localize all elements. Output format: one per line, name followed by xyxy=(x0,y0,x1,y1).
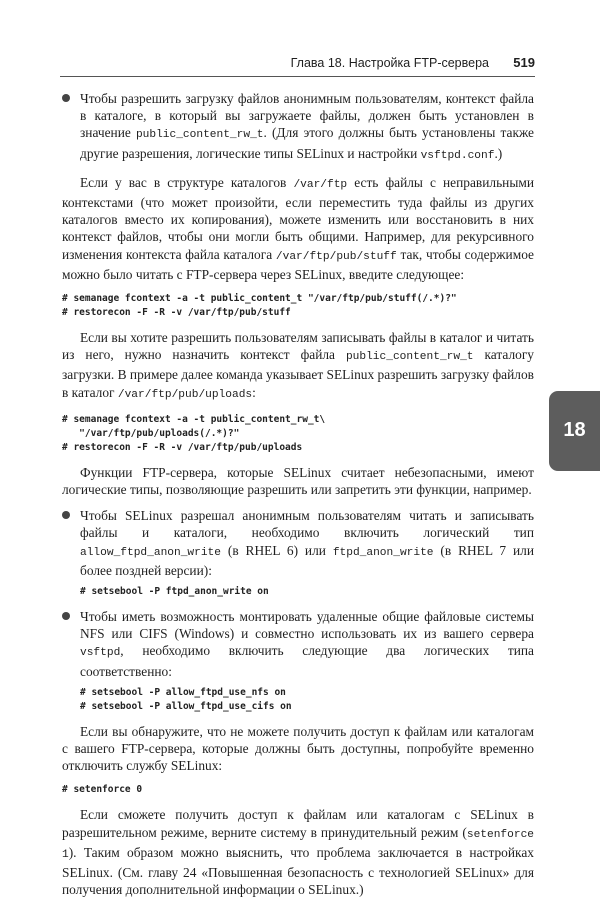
bullet-anon-upload xyxy=(62,90,534,165)
code-block-semanage-uploads: # semanage fcontext -a -t public_content_rw_t\ "/var/ftp/pub/uploads(/.*)?" # restorecon -F -R -v /var/ftp/pub/uploads xyxy=(62,413,326,453)
inline-code: setenforce 1 xyxy=(62,828,534,861)
chapter-tab xyxy=(549,391,600,471)
bullet-dot xyxy=(62,511,70,519)
text: (в RHEL 6) или xyxy=(221,542,333,558)
inline-code: /var/ftp/pub/stuff xyxy=(275,250,397,263)
running-header xyxy=(60,50,535,77)
text: Чтобы иметь возможность монтировать удаленные общие файловые системы NFS или CIFS (Windows) и совместно использовать их из вашего сервера xyxy=(80,609,534,642)
bullet-nfs-cifs xyxy=(62,608,534,680)
text: Если вы хотите разрешить пользователям записывать файлы в каталог и читать из него, нужно назначить контекст файла xyxy=(62,330,534,363)
paragraph-booleans: Функции FTP-сервера, которые SELinux считает небезопасными, имеют логические типы, позволяющие разрешить или запретить эти функции, например. xyxy=(62,464,534,498)
bullet-anon-write xyxy=(62,507,534,579)
bullet-dot xyxy=(62,612,70,620)
paragraph-upload-dir xyxy=(62,329,534,404)
inline-code: public_content_rw_t xyxy=(345,351,474,364)
inline-code: vsftpd xyxy=(80,647,121,660)
paragraph-troubleshoot: Если вы обнаружите, что не можете получить доступ к файлам или каталогам с вашего FTP-сервера, которые должны быть доступны, попробуйте временно отключить службу SELinux: xyxy=(62,723,534,774)
text: : xyxy=(252,384,256,400)
text: каталогу загрузки. В примере далее команда указывает SELinux разрешить загрузку файлов в каталог xyxy=(62,347,535,400)
paragraph-contexts xyxy=(62,174,534,283)
page-number: 519 xyxy=(513,55,535,70)
text: Чтобы разрешить загрузку файлов анонимным пользователям, контекст файла в каталоге, в который вы загружаете файлы, должен быть установлен в значение xyxy=(80,91,534,141)
chapter-tab-label: 18 xyxy=(563,419,586,441)
chapter-title: Глава 18. Настройка FTP-сервера xyxy=(290,56,489,70)
code-block-anon-write: # setsebool -P ftpd_anon_write on xyxy=(80,586,269,598)
code-block-semanage-stuff: # semanage fcontext -a -t public_content_t "/var/ftp/pub/stuff(/.*)?" # restorecon -F -R -v /var/ftp/pub/stuff xyxy=(62,293,457,319)
text: Чтобы SELinux разрешал анонимным пользователям читать и записывать файлы и каталоги, необходимо включить логический тип xyxy=(80,508,534,541)
text: Если у вас в структуре каталогов xyxy=(80,174,294,190)
bullet-dot xyxy=(62,94,70,102)
inline-code: /var/ftp xyxy=(293,178,348,191)
inline-code: vsftpd.conf xyxy=(420,149,495,162)
text: есть файлы с неправильными контекстами (что может произойти, если переместить туда файлы из других каталогов вместо их копирования), можете изменить или восстановить в них контекст файлов, чтобы они могли быть общими. Например, для рекурсивного изменения контекста файла каталога xyxy=(62,174,534,262)
text: ). Таким образом можно выяснить, что проблема заключается в настройках SELinux. (См. главу 24 «Повышенная безопасность с технологией SELinux» для получения дополнительной информации о SELinux.) xyxy=(62,844,534,898)
inline-code: allow_ftpd_anon_write xyxy=(80,546,221,559)
inline-code: /var/ftp/pub/uploads xyxy=(117,388,253,401)
inline-code: public_content_rw_t xyxy=(135,129,264,142)
text: так, чтобы содержимое можно было читать с FTP-сервера через SELinux, введите следующее: xyxy=(62,246,535,282)
text: Если сможете получить доступ к файлам или каталогам с SELinux в разрешительном режиме, верните систему в принудительный режим ( xyxy=(62,807,534,840)
text: . (Для этого должны быть установлены также другие разрешения, логические типы SELinux и настройки xyxy=(80,125,534,161)
text: .) xyxy=(494,145,503,161)
page-body xyxy=(62,90,534,899)
code-block-nfs-cifs: # setsebool -P allow_ftpd_use_nfs on # setsebool -P allow_ftpd_use_cifs on xyxy=(80,686,292,712)
inline-code: ftpd_anon_write xyxy=(332,546,434,559)
text: , необходимо включить следующие два логических типа соответственно: xyxy=(80,643,534,679)
text: (в RHEL 7 или более поздней версии): xyxy=(80,542,534,578)
paragraph-permissive xyxy=(62,806,534,898)
code-block-setenforce: # setenforce 0 xyxy=(62,784,143,796)
